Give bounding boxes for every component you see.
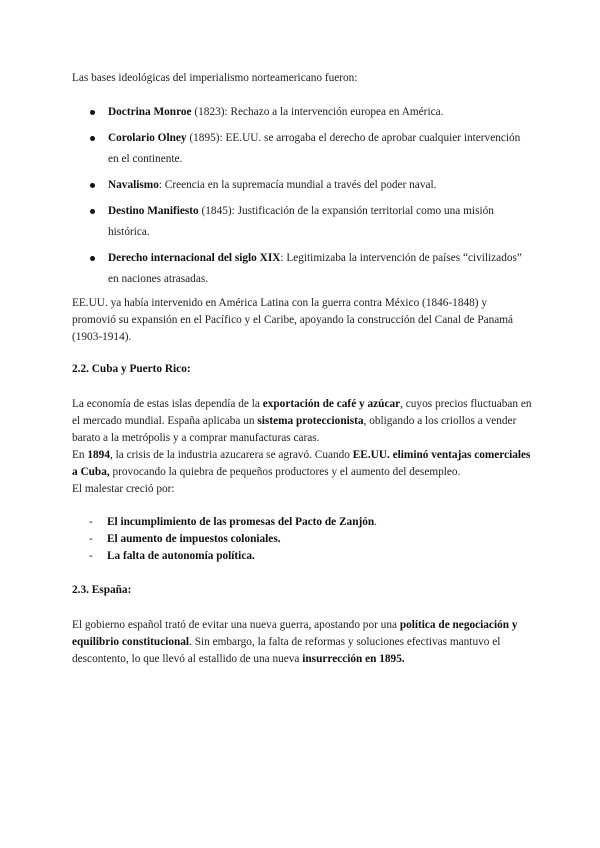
cuba-paragraph-malestar: El malestar creció por: [72,483,175,495]
cuba-paragraph-crisis: En 1894, la crisis de la industria azucarera se agravó. Cuando EE.UU. eliminó ventajas comerciales a Cuba, provocando la quiebra de pequeños productores y el aumento del desempleo. [72,449,531,478]
list-item: - El incumplimiento de las promesas del Pacto de Zanjón. [89,514,532,531]
cuba-paragraph-economy: La economía de estas islas dependía de la exportación de café y azúcar, cuyos precios fluctuaban en el mercado mundial. España aplicaba un sistema proteccionista, obligando a los criollos a vender barato a la metrópolis y a comprar manufacturas caras. [72,398,532,444]
cuba-section [72,396,532,498]
list-item: Doctrina Monroe (1823): Rechazo a la intervención europea en América. [90,102,532,123]
list-item: Destino Manifiesto (1845): Justificación de la expansión territorial como una misión histórica. [90,201,532,243]
list-item: Navalismo: Creencia en la supremacía mundial a través del poder naval. [90,175,532,196]
list-item: Corolario Olney (1895): EE.UU. se arrogaba el derecho de aprobar cualquier intervención en el continente. [90,128,532,170]
causes-list [72,514,532,565]
list-item: Derecho internacional del siglo XIX: Legitimizaba la intervención de países “civilizados” en naciones atrasadas. [90,248,532,290]
section-heading-cuba: 2.2. Cuba y Puerto Rico: [72,363,191,375]
spain-paragraph: El gobierno español trató de evitar una nueva guerra, apostando por una política de negociación y equilibrio constitucional. Sin embargo, la falta de reformas y soluciones efectivas mantuvo el descontento, lo que llevó al estallido de una nueva insurrección en 1895. [72,619,518,665]
usa-paragraph: EE.UU. ya había intervenido en América Latina con la guerra contra México (1846-1848) y promovió su expansión en el Pacífico y el Caribe, apoyando la construcción del Canal de Panamá (1903-1914). [72,297,514,343]
ideological-bases-list [72,102,532,290]
intro-text: Las bases ideológicas del imperialismo norteamericano fueron: [72,72,358,84]
section-heading-spain: 2.3. España: [72,584,132,596]
list-item: - El aumento de impuestos coloniales. [89,531,532,548]
list-item: - La falta de autonomía política. [89,548,532,565]
document-page [72,70,532,668]
